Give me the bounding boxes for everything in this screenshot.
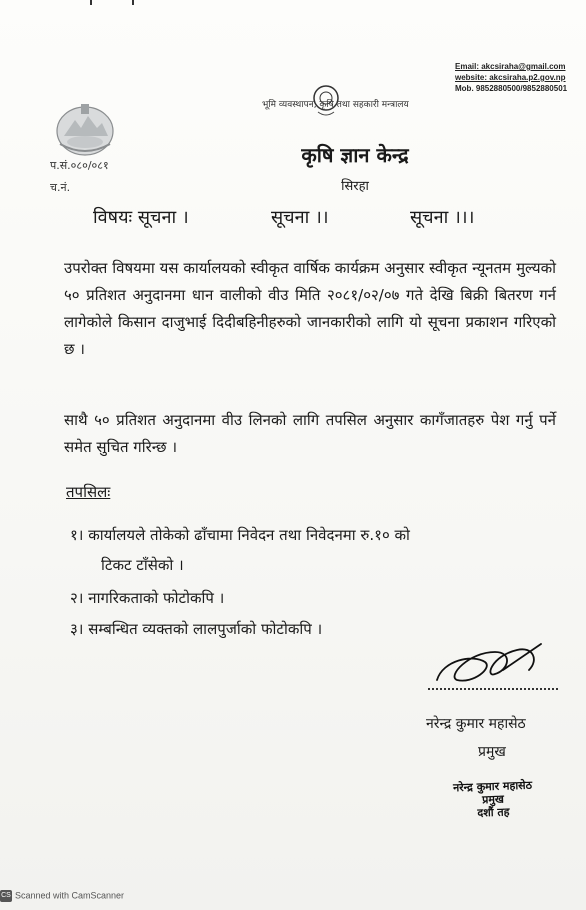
tapsil-heading: तपसिलः [66, 483, 111, 501]
signatory-title: प्रमुख [478, 744, 506, 760]
subject-line-2: सूचना ।। [271, 207, 329, 228]
tapsil-item-1 [70, 520, 562, 580]
stamp-grade: दशौं तह [477, 805, 510, 820]
subject-line-1: विषयः सूचना । [93, 207, 189, 228]
scanner-watermark [0, 890, 124, 902]
officer-stamp [432, 778, 553, 821]
tapsil-item-3: ३। सम्बन्धित व्यक्तको लालपुर्जाको फोटोकपि । [70, 620, 323, 638]
scan-edge-mark [90, 0, 134, 5]
contact-email: Email: akcsiraha@gmail.com [455, 62, 566, 71]
signature-line [428, 688, 558, 690]
contact-block [455, 61, 567, 94]
dispatch-number: च.नं. [50, 181, 71, 194]
office-name: कृषि ज्ञान केन्द्र [301, 143, 409, 167]
tapsil-item-2: २। नागरिकताको फोटोकपि । [70, 589, 225, 607]
tapsil-item-1-line1: १। कार्यालयले तोकेको ढाँचामा निवेदन तथा निवेदनमा रु.१० को [70, 526, 410, 544]
contact-website: website: akcsiraha.p2.gov.np [455, 73, 566, 82]
camscanner-logo-icon: CS [0, 890, 12, 902]
notice-paragraph-1: उपरोक्त विषयमा यस कार्यालयको स्वीकृत वार्षिक कार्यक्रम अनुसार स्वीकृत न्यूनतम मुल्यको ५० प्रतिशत अनुदानमा धान वालीको वीउ मिति २०८१/०२/०७ गते देखि बिक्री बितरण गर्न लागेकोले किसान दाजुभाई दिदीबहिनीहरुको जानकारीको लागि यो सूचना प्रकाशन गरिएको छ । [64, 259, 556, 358]
notice-paragraph-2: साथै ५० प्रतिशत अनुदानमा वीउ लिनको लागि तपसिल अनुसार कागँजातहरु पेश गर्नु पर्ने समेत सुचित गरिन्छ । [64, 411, 556, 456]
letter-number: प.सं.०८०/०८१ [50, 159, 109, 172]
watermark-text: Scanned with CamScanner [15, 890, 125, 901]
contact-mobile: Mob. 9852880500/9852880501 [455, 84, 568, 93]
signatory-name: नरेन्द्र कुमार महासेठ [426, 716, 526, 732]
office-location: सिरहा [341, 179, 369, 194]
stamp-name: नरेन्द्र कुमार महासेठ [452, 778, 533, 795]
tapsil-item-1-line2: टिकट टाँसेको । [101, 556, 184, 574]
stamp-title: प्रमुख [481, 792, 505, 807]
signature-icon [433, 640, 545, 695]
ministry-name: भूमि व्यवस्थापन, कृषि तथा सहकारी मन्त्रालय [262, 100, 409, 110]
subject-line-3: सूचना ।।। [410, 207, 475, 228]
